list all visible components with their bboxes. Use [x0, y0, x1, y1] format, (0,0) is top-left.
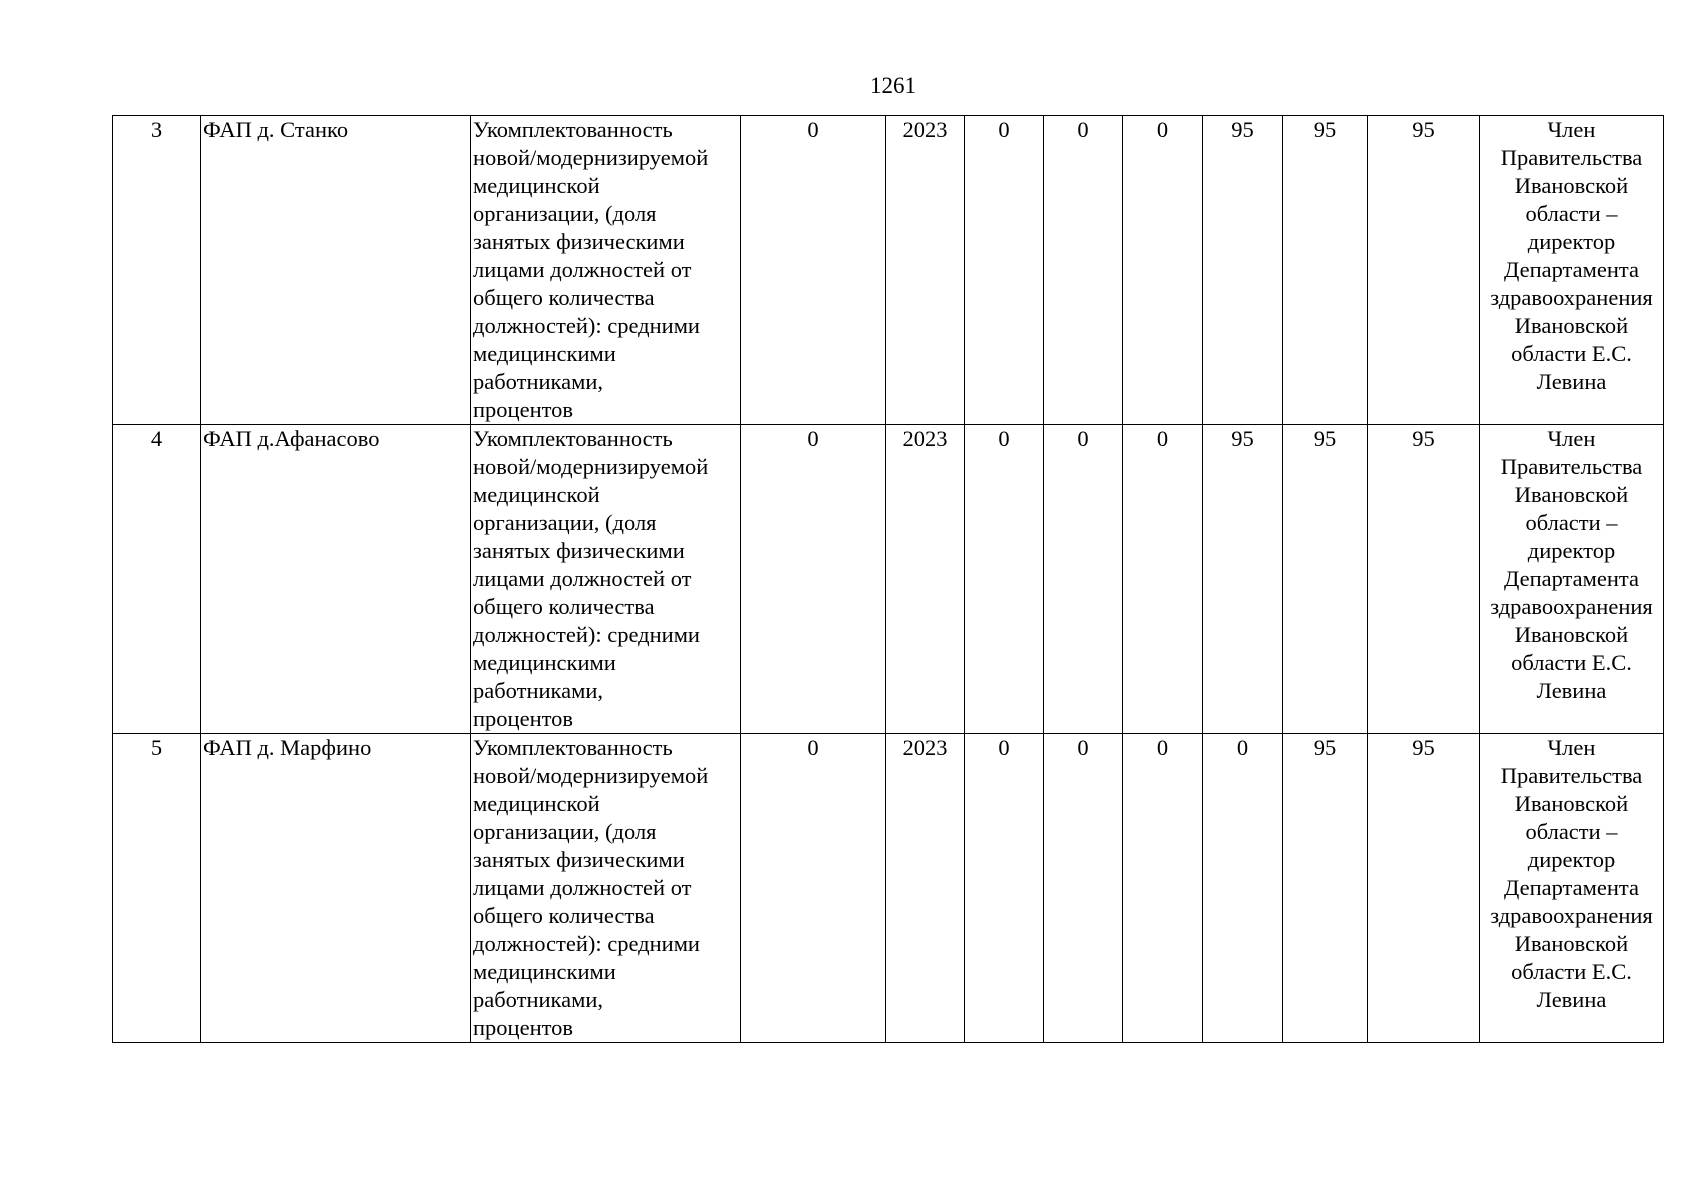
indicator-text-line: Укомплектованность [473, 426, 673, 451]
indicator-text-line: новой/модернизируемой [473, 454, 709, 479]
target-value-cell: 0 [965, 734, 1044, 1043]
indicator-cell [471, 116, 741, 425]
responsible-text-line: Член [1547, 735, 1596, 760]
indicator-text-line: должностей): средними [473, 931, 700, 956]
responsible-text-line: директор [1527, 229, 1616, 254]
target-value-cell: 0 [965, 425, 1044, 734]
target-value-cell: 95 [1283, 425, 1368, 734]
indicator-cell [471, 425, 741, 734]
responsible-text-line: директор [1527, 538, 1616, 563]
table-row [113, 116, 1664, 425]
responsible-text-line: Правительства [1500, 454, 1643, 479]
base-year-cell: 2023 [886, 734, 965, 1043]
row-number-cell: 5 [113, 734, 201, 1043]
responsible-text-line: здравоохранения [1490, 594, 1653, 619]
indicator-text-line: медицинской [473, 482, 600, 507]
indicator-text-line: медицинскими [473, 959, 616, 984]
responsible-text-line: Ивановской [1514, 622, 1629, 647]
indicator-text-line: общего количества [473, 594, 655, 619]
responsible-text-line: Правительства [1500, 145, 1643, 170]
responsible-text-line: Ивановской [1514, 313, 1629, 338]
indicator-text-line: новой/модернизируемой [473, 145, 709, 170]
responsible-text-line: области Е.С. [1511, 959, 1632, 984]
responsible-text-line: Ивановской [1514, 482, 1629, 507]
responsible-text-line: Член [1547, 426, 1596, 451]
indicator-text-line: занятых физическими [473, 847, 685, 872]
target-value-cell: 0 [1123, 425, 1203, 734]
target-value-cell: 95 [1203, 425, 1283, 734]
target-value-cell: 0 [1123, 116, 1203, 425]
table-body [113, 116, 1664, 1043]
facility-name-cell: ФАП д. Станко [201, 116, 471, 425]
indicator-text-line: процентов [473, 1015, 574, 1040]
responsible-text-line: Правительства [1500, 763, 1643, 788]
responsible-text-line: Ивановской [1514, 173, 1629, 198]
indicator-text-line: должностей): средними [473, 622, 700, 647]
indicator-text-line: медицинскими [473, 341, 616, 366]
base-year-cell: 2023 [886, 425, 965, 734]
responsible-text-line: области Е.С. [1511, 650, 1632, 675]
target-value-cell: 95 [1368, 734, 1480, 1043]
row-number-cell: 3 [113, 116, 201, 425]
indicator-text-line: работниками, [473, 987, 604, 1012]
responsible-person-cell [1480, 734, 1664, 1043]
facility-name-cell: ФАП д.Афанасово [201, 425, 471, 734]
responsible-text-line: Департамента [1503, 875, 1640, 900]
indicator-text-line: новой/модернизируемой [473, 763, 709, 788]
indicator-text-line: процентов [473, 397, 574, 422]
target-value-cell: 0 [1044, 116, 1123, 425]
target-value-cell: 0 [1044, 425, 1123, 734]
indicator-text-line: работниками, [473, 369, 604, 394]
responsible-text-line: Ивановской [1514, 791, 1629, 816]
responsible-text-line: директор [1527, 847, 1616, 872]
base-value-cell: 0 [741, 734, 886, 1043]
responsible-text-line: Левина [1536, 678, 1607, 703]
indicator-text-line: лицами должностей от [473, 566, 692, 591]
indicator-text-line: занятых физическими [473, 538, 685, 563]
responsible-text-line: Департамента [1503, 566, 1640, 591]
target-value-cell: 0 [1123, 734, 1203, 1043]
indicator-text-line: процентов [473, 706, 574, 731]
indicator-text-line: организации, (доля [473, 201, 657, 226]
responsible-text-line: области Е.С. [1511, 341, 1632, 366]
indicator-text-line: медицинскими [473, 650, 616, 675]
responsible-text-line: области – [1525, 819, 1618, 844]
responsible-text-line: Ивановской [1514, 931, 1629, 956]
responsible-text-line: области – [1525, 510, 1618, 535]
target-value-cell: 0 [1044, 734, 1123, 1043]
row-number-cell: 4 [113, 425, 201, 734]
indicator-cell [471, 734, 741, 1043]
indicators-table [112, 115, 1664, 1043]
target-value-cell: 95 [1368, 425, 1480, 734]
indicator-text-line: медицинской [473, 173, 600, 198]
indicator-text-line: организации, (доля [473, 819, 657, 844]
target-value-cell: 0 [965, 116, 1044, 425]
responsible-text-line: здравоохранения [1490, 903, 1653, 928]
responsible-text-line: Департамента [1503, 257, 1640, 282]
page-number: 1261 [870, 73, 916, 98]
indicator-text-line: занятых физическими [473, 229, 685, 254]
table-row [113, 734, 1664, 1043]
responsible-text-line: здравоохранения [1490, 285, 1653, 310]
indicator-text-line: Укомплектованность [473, 117, 673, 142]
responsible-person-cell [1480, 425, 1664, 734]
indicator-text-line: общего количества [473, 285, 655, 310]
responsible-text-line: Левина [1536, 369, 1607, 394]
indicator-text-line: общего количества [473, 903, 655, 928]
responsible-text-line: Член [1547, 117, 1596, 142]
indicator-text-line: лицами должностей от [473, 257, 692, 282]
target-value-cell: 95 [1368, 116, 1480, 425]
target-value-cell: 0 [1203, 734, 1283, 1043]
target-value-cell: 95 [1203, 116, 1283, 425]
table-row [113, 425, 1664, 734]
indicator-text-line: работниками, [473, 678, 604, 703]
target-value-cell: 95 [1283, 116, 1368, 425]
indicator-text-line: должностей): средними [473, 313, 700, 338]
base-year-cell: 2023 [886, 116, 965, 425]
responsible-text-line: области – [1525, 201, 1618, 226]
indicator-text-line: организации, (доля [473, 510, 657, 535]
responsible-text-line: Левина [1536, 987, 1607, 1012]
base-value-cell: 0 [741, 116, 886, 425]
target-value-cell: 95 [1283, 734, 1368, 1043]
responsible-person-cell [1480, 116, 1664, 425]
indicator-text-line: лицами должностей от [473, 875, 692, 900]
indicator-text-line: медицинской [473, 791, 600, 816]
base-value-cell: 0 [741, 425, 886, 734]
indicator-text-line: Укомплектованность [473, 735, 673, 760]
facility-name-cell: ФАП д. Марфино [201, 734, 471, 1043]
